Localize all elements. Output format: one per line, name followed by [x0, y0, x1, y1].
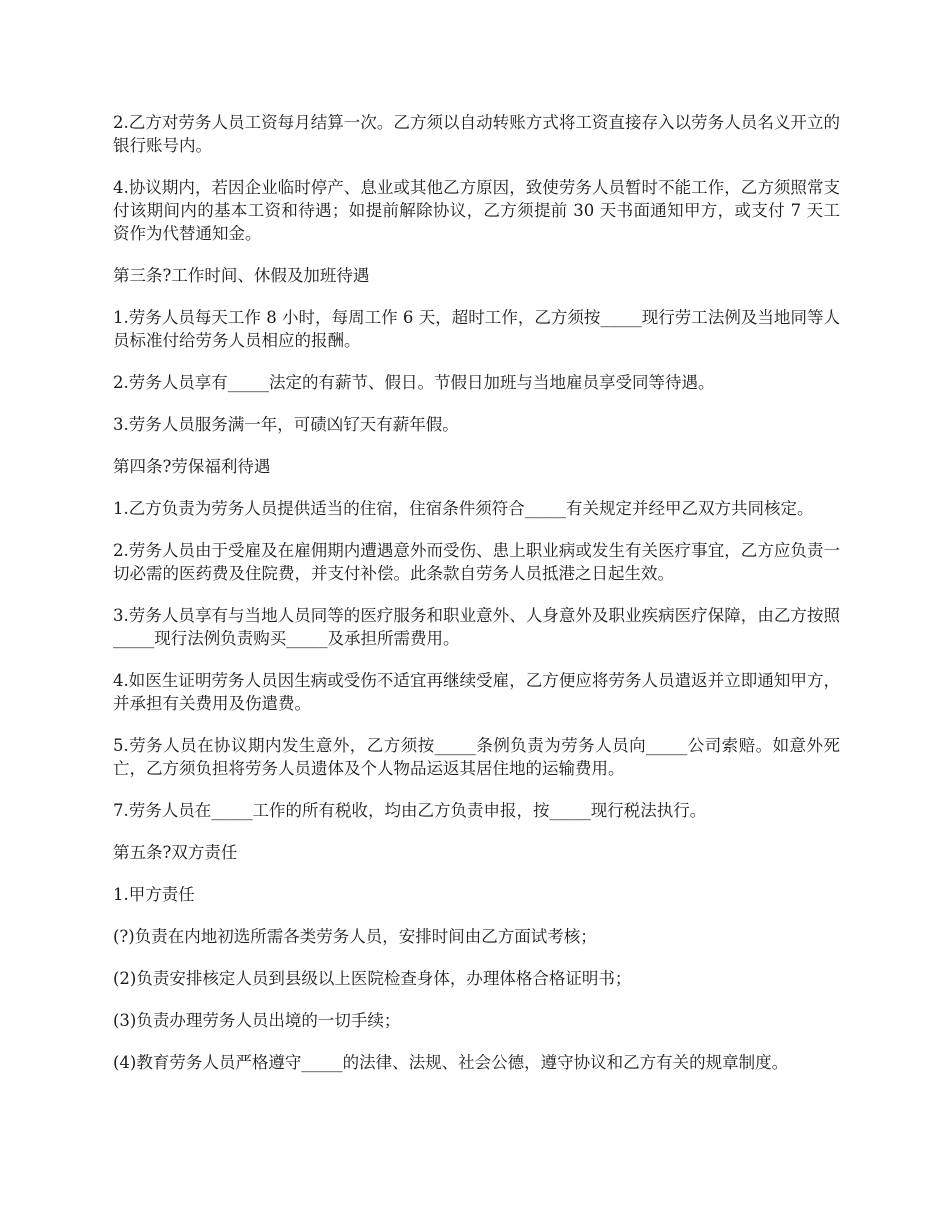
section-heading-article-5: 第五条?双方责任	[113, 843, 238, 862]
paragraph-suspension-pay: 4.协议期内，若因企业临时停产、息业或其他乙方原因，致使劳务人员暂时不能工作，乙方须照常支付该期间内的基本工资和待遇；如提前解除协议，乙方须提前 30 天书面通知甲方，或支付 7 天工资作为代替通知金。	[113, 178, 840, 243]
paragraph-accident-claims: 5.劳务人员在协议期内发生意外，乙方须按_____条例负责为劳务人员向_____公司索赔。如意外死亡，乙方须负担将劳务人员遗体及个人物品运返其居住地的运输费用。	[113, 736, 840, 778]
paragraph-injury-medical: 2.劳务人员由于受雇及在雇佣期内遭遇意外而受伤、患上职业病或发生有关医疗事宜，乙方应负责一切必需的医药费及住院费，并支付补偿。此条款自劳务人员抵港之日起生效。	[113, 541, 840, 583]
paragraph-wage-settlement: 2.乙方对劳务人员工资每月结算一次。乙方须以自动转账方式将工资直接存入以劳务人员名义开立的银行账号内。	[113, 113, 840, 155]
subheading-party-a-duties: 1.甲方责任	[113, 885, 195, 904]
paragraph-taxation: 7.劳务人员在_____工作的所有税收，均由乙方负责申报，按_____现行税法执行。	[113, 801, 707, 820]
section-heading-article-3: 第三条?工作时间、休假及加班待遇	[113, 266, 370, 285]
section-heading-article-4: 第四条?劳保福利待遇	[113, 457, 271, 476]
list-item-duty-1: (?)负责在内地初选所需各类劳务人员，安排时间由乙方面试考核；	[113, 927, 597, 946]
paragraph-annual-leave: 3.劳务人员服务满一年，可碛凶钌天有薪年假。	[113, 415, 459, 434]
paragraph-accommodation: 1.乙方负责为劳务人员提供适当的住宿，住宿条件须符合_____有关规定并经甲乙双方共同核定。	[113, 499, 814, 518]
paragraph-medical-insurance: 3.劳务人员享有与当地人员同等的医疗服务和职业意外、人身意外及职业疾病医疗保障，由乙方按照_____现行法例负责购买_____及承担所需费用。	[113, 606, 840, 648]
list-item-duty-3: (3)负责办理劳务人员出境的一切手续；	[113, 1011, 401, 1030]
list-item-duty-4: (4)教育劳务人员严格遵守_____的法律、法规、社会公德，遵守协议和乙方有关的规章制度。	[113, 1053, 789, 1072]
paragraph-working-hours: 1.劳务人员每天工作 8 小时，每周工作 6 天，超时工作，乙方须按_____现行劳工法例及当地同等人员标准付给劳务人员相应的报酬。	[113, 308, 840, 350]
document-body	[113, 111, 840, 1093]
paragraph-paid-holidays: 2.劳务人员享有_____法定的有薪节、假日。节假日加班与当地雇员享受同等待遇。	[113, 373, 715, 392]
list-item-duty-2: (2)负责安排核定人员到县级以上医院检查身体，办理体格合格证明书；	[113, 969, 632, 988]
paragraph-repatriation: 4.如医生证明劳务人员因生病或受伤不适宜再继续受雇，乙方便应将劳务人员遣返并立即通知甲方，并承担有关费用及伤遣费。	[113, 671, 840, 713]
